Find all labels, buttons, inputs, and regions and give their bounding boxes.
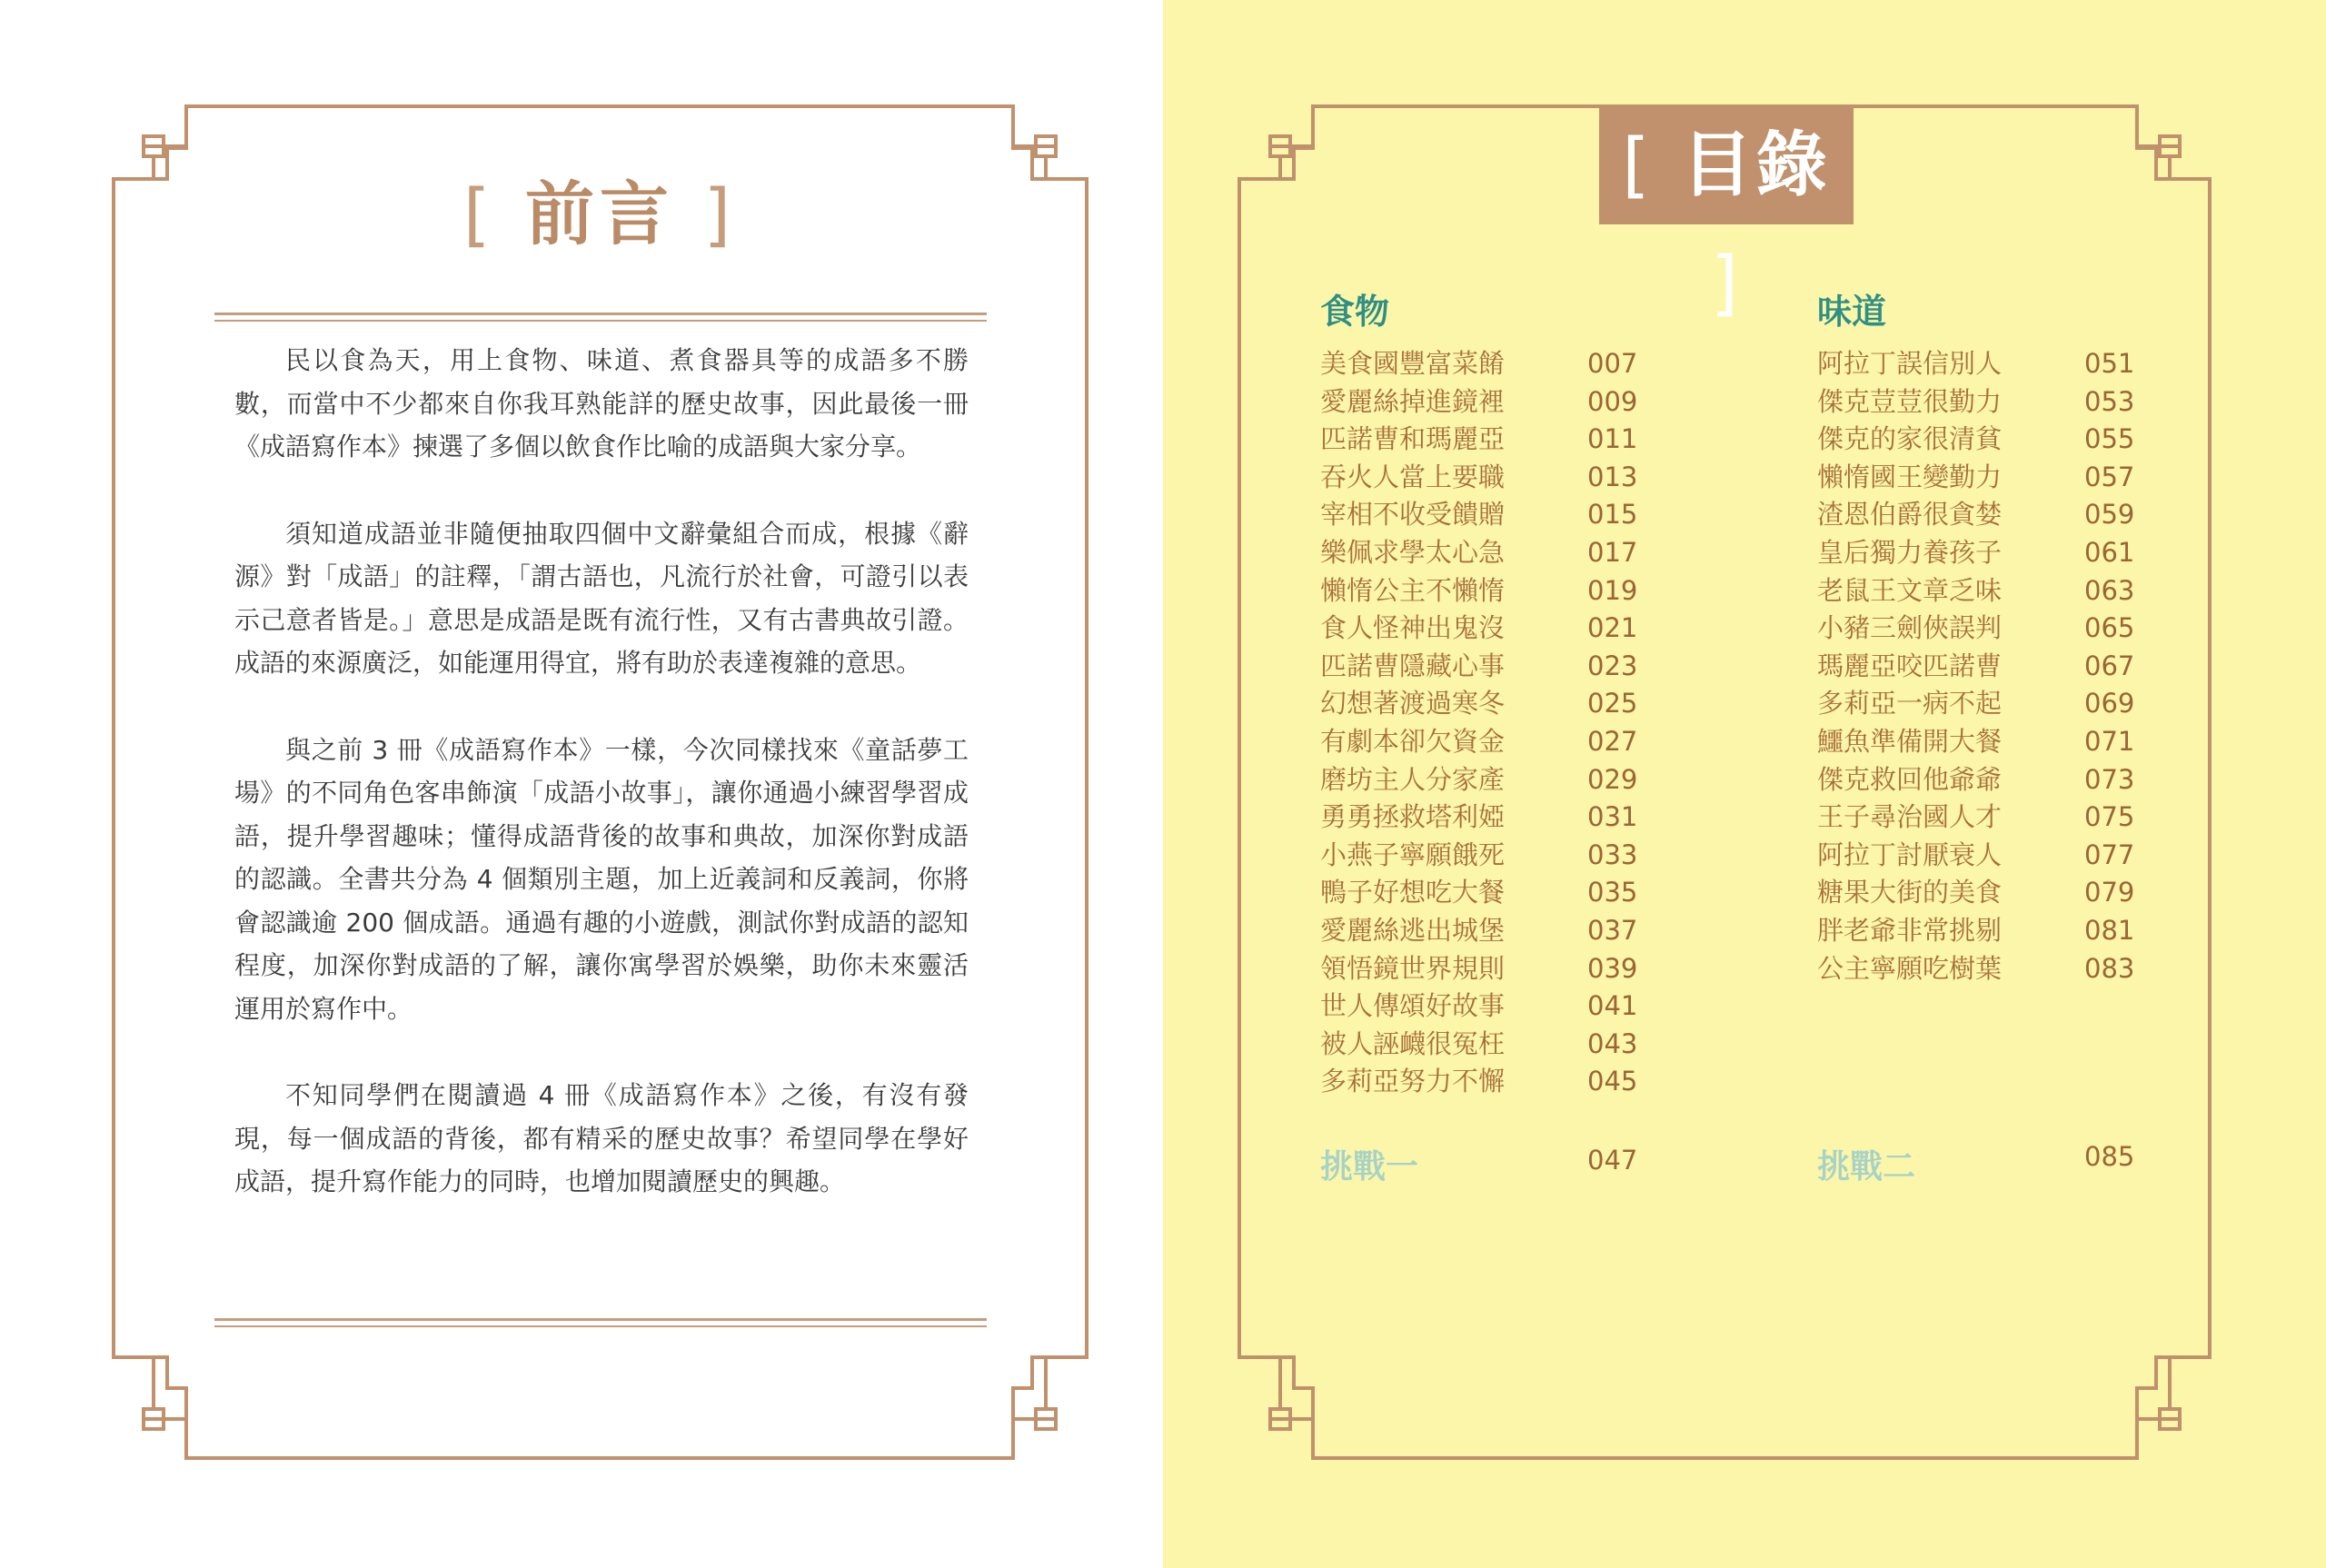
taste-heading: 味道	[1817, 292, 1887, 332]
toc-entry-page: 037	[1587, 914, 1638, 946]
toc-entry-page: 029	[1587, 763, 1638, 795]
preface-title	[0, 159, 1199, 258]
toc-entry-page: 035	[1587, 877, 1638, 908]
toc-row[interactable]	[1817, 837, 2235, 875]
toc-row[interactable]	[1817, 421, 2235, 459]
toc-row[interactable]	[1320, 421, 1738, 459]
toc-entry-page: 011	[1587, 423, 1638, 455]
toc-entry-page: 013	[1587, 461, 1638, 492]
toc-row[interactable]	[1320, 383, 1738, 422]
toc-entry-page: 033	[1587, 839, 1638, 870]
toc-entry-title: 領悟鏡世界規則	[1320, 952, 1506, 984]
toc-entry-title: 胖老爺非常挑剔	[1817, 914, 2003, 946]
toc-row[interactable]	[1817, 496, 2235, 534]
toc-entry-page: 051	[2084, 348, 2135, 379]
toc-row[interactable]	[1320, 723, 1738, 761]
toc-row[interactable]	[1320, 496, 1738, 534]
toc-entry-page: 081	[2084, 914, 2135, 946]
food-toc-list	[1320, 345, 1738, 1101]
toc-entry-title: 渣恩伯爵很貪婪	[1817, 499, 2003, 531]
toc-row[interactable]	[1320, 1026, 1738, 1064]
toc-row[interactable]	[1320, 987, 1738, 1026]
toc-row[interactable]	[1817, 874, 2235, 912]
toc-row[interactable]	[1320, 874, 1738, 912]
toc-entry-page: 017	[1587, 536, 1638, 568]
toc-entry-page: 019	[1587, 574, 1638, 606]
toc-row[interactable]	[1320, 572, 1738, 610]
toc-entry-page: 077	[2084, 839, 2135, 870]
toc-entry-page: 057	[2084, 461, 2135, 492]
toc-entry-page: 055	[2084, 423, 2135, 455]
toc-row[interactable]	[1817, 534, 2235, 572]
toc-row[interactable]	[1320, 950, 1738, 988]
toc-entry-page: 063	[2084, 574, 2135, 606]
toc-entry-title: 懶惰國王變勤力	[1817, 461, 2003, 492]
toc-row[interactable]	[1817, 648, 2235, 686]
contents-title-text: 目錄	[1681, 124, 1831, 206]
title-bracket-close: ]	[703, 174, 737, 254]
toc-entry-page: 041	[1587, 990, 1638, 1022]
toc-entry-page: 065	[2084, 612, 2135, 644]
toc-entry-title: 磨坊主人分家產	[1320, 763, 1506, 795]
toc-entry-title: 皇后獨力養孩子	[1817, 536, 2003, 568]
toc-entry-page: 059	[2084, 499, 2135, 531]
toc-entry-title: 匹諾曹和瑪麗亞	[1320, 423, 1506, 455]
toc-entry-title: 勇勇拯救塔利婭	[1320, 801, 1506, 833]
toc-row[interactable]	[1320, 912, 1738, 950]
toc-entry-page: 045	[1587, 1066, 1638, 1097]
toc-entry-title: 樂佩求學太心急	[1320, 536, 1506, 568]
toc-row[interactable]	[1320, 685, 1738, 723]
toc-entry-page: 023	[1587, 650, 1638, 681]
toc-entry-title: 宰相不收受饋贈	[1320, 499, 1506, 531]
toc-entry-page: 039	[1587, 952, 1638, 984]
toc-entry-title: 世人傳頌好故事	[1320, 990, 1506, 1022]
toc-entry-page: 021	[1587, 612, 1638, 644]
challenge-one-page: 047	[1587, 1145, 1638, 1176]
toc-row[interactable]	[1320, 534, 1738, 572]
toc-entry-title: 瑪麗亞咬匹諾曹	[1817, 650, 2003, 681]
toc-entry-title: 匹諾曹隱藏心事	[1320, 650, 1506, 681]
toc-row[interactable]	[1817, 723, 2235, 761]
preface-body	[234, 339, 969, 1247]
toc-entry-title: 鱷魚準備開大餐	[1817, 725, 2003, 757]
top-divider-thin	[214, 320, 987, 322]
toc-entry-title: 愛麗絲掉進鏡裡	[1320, 385, 1506, 417]
toc-entry-title: 傑克荳荳很勤力	[1817, 385, 2003, 417]
toc-entry-page: 043	[1587, 1027, 1638, 1059]
toc-entry-page: 015	[1587, 499, 1638, 531]
toc-row[interactable]	[1320, 648, 1738, 686]
preface-title-text: 前言	[525, 174, 674, 254]
preface-paragraph: 與之前 3 冊《成語寫作本》一樣，今次同樣找來《童話夢工場》的不同角色客串飾演「成語小故事」，讓你通過小練習學習成語，提升學習趣味；懂得成語背後的故事和典故，加深你對成語的認識。全書共分為 4 個類別主題，加上近義詞和反義詞，你將會認識逾 200 個成語。通過有趣的小遊戲，測試你對成語的認知程度，加深你對成語的了解，讓你寓學習於娛樂，助你未來靈活運用於寫作中。	[234, 734, 969, 1024]
bottom-divider-thin	[214, 1325, 987, 1327]
toc-entry-title: 傑克的家很清貧	[1817, 423, 2003, 455]
toc-entry-page: 069	[2084, 688, 2135, 719]
toc-entry-page: 061	[2084, 536, 2135, 568]
toc-row[interactable]	[1817, 761, 2235, 799]
toc-row[interactable]	[1320, 761, 1738, 799]
bottom-divider	[214, 1318, 987, 1321]
toc-entry-title: 食人怪神出鬼沒	[1320, 612, 1506, 644]
toc-entry-page: 053	[2084, 385, 2135, 417]
toc-entry-title: 懶惰公主不懶惰	[1320, 574, 1506, 606]
toc-row[interactable]	[1817, 459, 2235, 497]
toc-entry-title: 老鼠王文章乏味	[1817, 574, 2003, 606]
toc-entry-title: 阿拉丁誤信別人	[1817, 348, 2003, 379]
toc-entry-page: 073	[2084, 763, 2135, 795]
toc-entry-title: 糖果大街的美食	[1817, 877, 2003, 908]
toc-row[interactable]	[1320, 799, 1738, 837]
toc-entry-title: 阿拉丁討厭衰人	[1817, 839, 2003, 870]
toc-entry-title: 多莉亞努力不懈	[1320, 1066, 1506, 1097]
toc-entry-page: 027	[1587, 725, 1638, 757]
contents-page	[1163, 0, 2326, 1568]
challenge-one-label[interactable]: 挑戰一	[1320, 1148, 1419, 1186]
toc-row[interactable]	[1320, 610, 1738, 648]
toc-row[interactable]	[1320, 459, 1738, 497]
toc-entry-page: 031	[1587, 801, 1638, 833]
top-divider	[214, 313, 987, 315]
toc-entry-title: 小燕子寧願餓死	[1320, 839, 1506, 870]
toc-entry-page: 071	[2084, 725, 2135, 757]
toc-entry-page: 083	[2084, 952, 2135, 984]
toc-entry-page: 079	[2084, 877, 2135, 908]
toc-row[interactable]	[1817, 610, 2235, 648]
toc-row[interactable]	[1817, 383, 2235, 422]
challenge-two-label[interactable]: 挑戰二	[1817, 1148, 1916, 1186]
toc-entry-title: 公主寧願吃樹葉	[1817, 952, 2003, 984]
title-bracket-open: [	[462, 174, 496, 254]
toc-row[interactable]	[1817, 799, 2235, 837]
preface-paragraph: 民以食為天，用上食物、味道、煮食器具等的成語多不勝數，而當中不少都來自你我耳熟能詳的歷史故事，因此最後一冊《成語寫作本》揀選了多個以飲食作比喻的成語與大家分享。	[234, 345, 969, 461]
toc-row[interactable]	[1817, 345, 2235, 383]
toc-entry-page: 009	[1587, 385, 1638, 417]
title-bracket-open: [	[1622, 124, 1654, 206]
title-bracket-close: ]	[1710, 243, 1743, 324]
toc-entry-page: 025	[1587, 688, 1638, 719]
preface-paragraph: 須知道成語並非隨便抽取四個中文辭彙組合而成，根據《辭源》對「成語」的註釋，「謂古語也，凡流行於社會，可證引以表示己意者皆是。」意思是成語是既有流行性，又有古書典故引證。成語的來源廣泛，如能運用得宜，將有助於表達複雜的意思。	[234, 518, 969, 678]
challenge-two-page: 085	[2084, 1141, 2135, 1172]
toc-row[interactable]	[1320, 837, 1738, 875]
toc-entry-page: 007	[1587, 348, 1638, 379]
toc-row[interactable]	[1817, 572, 2235, 610]
food-heading: 食物	[1320, 292, 1390, 332]
toc-entry-title: 美食國豐富菜餚	[1320, 348, 1506, 379]
toc-entry-page: 067	[2084, 650, 2135, 681]
toc-entry-title: 幻想著渡過寒冬	[1320, 688, 1506, 719]
preface-paragraph: 不知同學們在閱讀過 4 冊《成語寫作本》之後，有沒有發現，每一個成語的背後，都有精采的歷史故事？希望同學在學好成語，提升寫作能力的同時，也增加閱讀歷史的興趣。	[234, 1080, 969, 1196]
toc-entry-title: 王子尋治國人才	[1817, 801, 2003, 833]
toc-entry-title: 傑克救回他爺爺	[1817, 763, 2003, 795]
toc-entry-title: 愛麗絲逃出城堡	[1320, 914, 1506, 946]
toc-entry-title: 鴨子好想吃大餐	[1320, 877, 1506, 908]
toc-entry-page: 075	[2084, 801, 2135, 833]
toc-row[interactable]	[1320, 1063, 1738, 1101]
toc-row[interactable]	[1817, 950, 2235, 988]
toc-entry-title: 有劇本卻欠資金	[1320, 725, 1506, 757]
toc-entry-title: 多莉亞一病不起	[1817, 688, 2003, 719]
toc-row[interactable]	[1817, 685, 2235, 723]
toc-entry-title: 小豬三劍俠誤判	[1817, 612, 2003, 644]
toc-entry-title: 被人誣衊很冤枉	[1320, 1027, 1506, 1059]
toc-row[interactable]	[1817, 912, 2235, 950]
taste-toc-list	[1817, 345, 2235, 987]
toc-entry-title: 吞火人當上要職	[1320, 461, 1506, 492]
contents-title	[1599, 106, 1854, 324]
toc-row[interactable]	[1320, 345, 1738, 383]
